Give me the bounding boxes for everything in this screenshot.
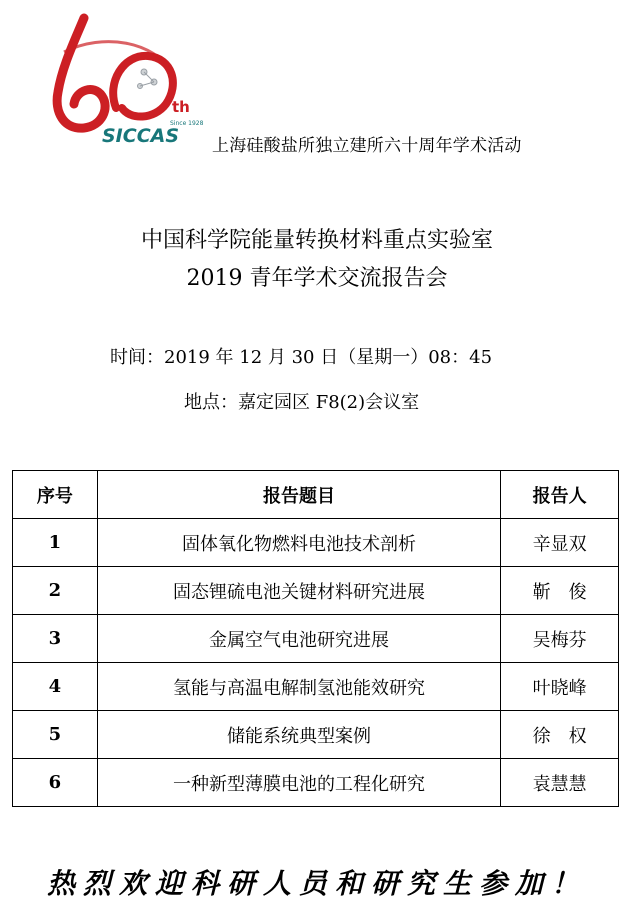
header-tagline: 上海硅酸盐所独立建所六十周年学术活动 [212,136,522,156]
table-header-row [13,471,619,519]
siccas-60th-logo [44,12,204,152]
table-row [13,711,619,759]
table-row [13,519,619,567]
logo-molecule [138,69,158,89]
row-title: 固态锂硫电池关键材料研究进展 [97,567,501,615]
title-line-1: 中国科学院能量转换材料重点实验室 [140,228,493,253]
table-row [13,615,619,663]
row-no: 4 [13,663,98,711]
row-no: 2 [13,567,98,615]
welcome-slogan: 热烈欢迎科研人员和研究生参加！ [46,867,587,900]
row-title: 金属空气电池研究进展 [97,615,501,663]
row-no: 3 [13,615,98,663]
row-speaker: 袁慧慧 [501,759,619,807]
table-row [13,759,619,807]
row-no: 6 [13,759,98,807]
title-line-2: 2019 青年学术交流报告会 [186,266,448,291]
row-speaker: 徐 权 [501,711,619,759]
header-speaker: 报告人 [501,471,619,519]
row-no: 5 [13,711,98,759]
logo-ribbon-zero [113,56,173,117]
row-speaker: 靳 俊 [501,567,619,615]
logo-brand: SICCAS [102,125,180,147]
row-title: 储能系统典型案例 [97,711,501,759]
schedule-table [12,470,619,807]
row-title: 固体氧化物燃料电池技术剖析 [97,519,501,567]
header-title: 报告题目 [97,471,501,519]
table-row [13,663,619,711]
page-title [0,222,634,298]
logo-ribbon-six [57,18,105,128]
event-place: 地点：嘉定园区 F8(2)会议室 [184,392,420,413]
logo-th: th [172,98,190,116]
logo-since: Since 1928 [170,120,204,127]
event-time: 时间：2019 年 12 月 30 日（星期一）08：45 [110,347,493,368]
row-title: 一种新型薄膜电池的工程化研究 [97,759,501,807]
row-speaker: 叶晓峰 [501,663,619,711]
row-no: 1 [13,519,98,567]
row-title: 氢能与高温电解制氢池能效研究 [97,663,501,711]
row-speaker: 辛显双 [501,519,619,567]
table-row [13,567,619,615]
row-speaker: 吴梅芬 [501,615,619,663]
header-no: 序号 [13,471,98,519]
